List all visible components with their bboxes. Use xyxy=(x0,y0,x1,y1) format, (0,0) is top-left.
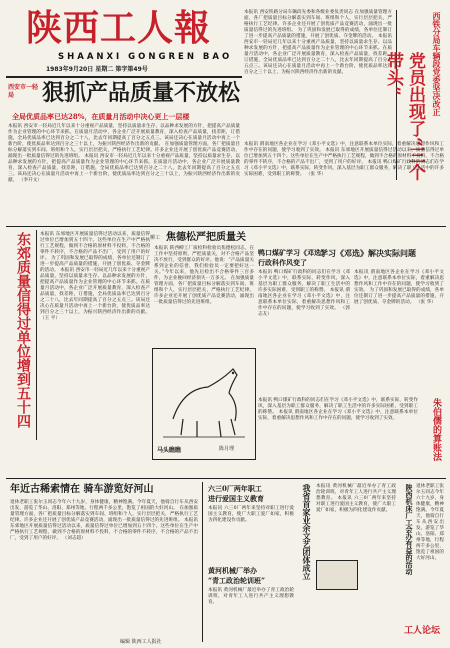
bottom-left-body-text-3: 本报讯 东郊地区开展质量信得过活动以来，质量信得过单位已增加到五十四个。这些单位在生产中严格执行工艺规程，做到不合格的原材料不投料，不合格的零件不转序，不合格的产品不出厂，受到了用户的好评。 xyxy=(10,518,198,541)
lower-right-story-text: 本报讯 鸭口煤矿行政科的同志们在学习《邓小平文选》中，联系实际，转变作风，深入基层为职工群众服务，解决了职工生活中的许多实际困难，受到职工的称赞。 xyxy=(258,398,418,415)
right-upper-story xyxy=(244,142,444,246)
sidebar-body-text: 本报讯 陕西柳工厂质检科检验员焦德松同志，在工作中坚持原则，严把质量关，对不合格产品坚决不放行，受到群众的好评。他说：“产品质量关系到企业的信誉，我们检验员一定要把好这一关。”今年以来，他先后检出不合格零件三百多件，为企业挽回经济损失一万多元。 xyxy=(154,246,254,281)
horse-illustration xyxy=(153,349,255,445)
bottom-vertical-headline: 我省首家业余文艺团体成立 xyxy=(302,484,312,580)
right-column-byline: （张 华） xyxy=(415,300,436,305)
column-story-text-3: 本报讯 西安市一轻局近几年以来十分重视产品质量，坚持以质量求生存、以品种求发展的方针，把提高产品质量作为企业管理的中心环节来抓。在质量月活动中，各企业广泛开展质量教育，深入检查产品质量，找差距，订措施，全局优质品率已达到百分之二十八，比去年同期提高了百分之五点三。该局还决心在质量月活动中再上一个新台阶，使优质品率达到百分之三十以上，为振兴陕西经济作出新的贡献。 xyxy=(40,268,151,315)
column-story-text-2: 为了巩固和发展已取得的成绩，各单位还制订了进一步提高产品质量的措施，开展了创优质、夺金牌的活动。 xyxy=(40,256,150,273)
middle-byline: （郭志友） xyxy=(258,306,350,317)
middle-body xyxy=(258,270,350,394)
lower-right-story-text-2: 本报讯 渭南地区各企业在学习《邓小平文选》中，注意联系本单位实际，着重解决思想作风和工作中存在的问题，使学习收到了实效。 xyxy=(258,410,418,421)
masthead-title: 陕西工人報 xyxy=(26,7,212,49)
bottom-photo-frame xyxy=(316,560,358,590)
bottom-mid-headline-1: 六三0厂两年职工 xyxy=(208,484,262,493)
right-vertical-small-headline: 朱伯儒的算账法 xyxy=(431,398,441,461)
lead-body-text-3: 本报讯 西安市一轻局近几年以来十分重视产品质量，坚持以质量求生存、以品种求发展的方针，把提高产品质量作为企业管理的中心环节来抓。在质量月活动中，各企业广泛开展质量教育，深入检查产品质量，找差距，订措施，全局优质品率已达到百分之二十八，比去年同期提高了百分之五点三。该局还决心在质量月活动中再上一个新台阶，使优质品率达到百分之三十以上，为振兴陕西经济作出新的贡献。 xyxy=(8,154,240,183)
right-upper-story-text-3: 本报讯 鸭口煤矿行政科的同志们在学习《邓小平文选》中，联系实际，转变作风，深入基层为职工群众服务，解决了职工生活中的许多实际困难，受到职工的称赞。 xyxy=(244,160,444,177)
bottom-right-narrow-text: 退休老职工张尔玉同志今年六十九岁，身体健康，精神饱满。今年夏天，他骑自行车从西安出发，游览了华山、洛阳、郑州等地，行程两千多公里，饱览了祖国的大好河山。 xyxy=(416,484,444,561)
bottom-right-body-text: 本报讯 黄河机械厂最近举办了青工政治轮训班，对青年工人进行共产主义理想教育。 xyxy=(316,484,396,501)
right-column-headline: 学习《邓选》解决实际问题 xyxy=(320,248,416,258)
bottom-mid-headline-2: 进行爱国主义教育 xyxy=(208,494,264,503)
bottom-divider-1 xyxy=(202,482,203,642)
left-vertical-divider xyxy=(36,230,37,440)
section-rule-2 xyxy=(6,478,446,479)
sidebar-kicker: 柳工 xyxy=(150,235,161,241)
top-side-story-text: 本报讯 西安铁路分局车辆段先委和各级业委负责同志 xyxy=(244,10,354,15)
top-side-story-text-3: 为了巩固和发展已取得的成绩，各单位还制订了进一步提高产品质量的措施，开展了创优质、夺金牌的活动。 xyxy=(244,28,392,39)
bottom-left-byline: （刘志超） xyxy=(62,536,86,541)
masthead-pinyin: SHAANXI GONGREN BAO xyxy=(58,52,233,62)
illustration-caption: 马头瞧瞧 xyxy=(157,447,182,454)
lead-body-text: 本报讯 西安市一轻局近几年以来十分重视产品质量，坚持以质量求生存、以品种求发展的方针，把提高产品质量作为企业管理的中心环节来抓。在质量月活动中，各企业广泛开展质量教育，深入检查产品质量，找差距，订措施，全局优质品率已达到百分之二十八，比去年同期提高了百分之五点三。该局还决心在质量月活动中再上一个新台阶，使优质品率达到百分之三十以上，为振兴陕西经济作出新的贡献。 xyxy=(8,124,240,147)
bottom-left-headline: 年近古稀索情在 骑车游览好河山 xyxy=(10,484,154,495)
bottom-right-narrow-body xyxy=(416,484,444,604)
masthead-rule xyxy=(6,76,242,78)
top-right-headline: 党员出现了“三个带头” xyxy=(383,52,425,181)
illustration-credit: 陈月理 xyxy=(219,446,235,452)
right-column-body xyxy=(354,270,444,394)
middle-headline: 行政科作风变了 xyxy=(258,258,307,267)
bottom-left-body xyxy=(10,500,198,638)
column-story-byline: （王 平） xyxy=(40,316,61,321)
sidebar-body xyxy=(154,246,254,346)
bottom-mid-headline-3: 黄河机械厂举办 xyxy=(208,566,257,575)
column-story-text: 本报讯 东郊地区开展质量信得过活动以来，质量信得过单位已增加到五十四个。这些单位在生产中严格执行工艺规程，做到不合格的原材料不投料，不合格的零件不转序，不合格的产品不出厂，受到了用户的好评。 xyxy=(40,232,150,261)
lead-body xyxy=(8,124,240,222)
top-side-story xyxy=(244,10,392,138)
lower-right-story xyxy=(258,398,418,474)
section-rule-1 xyxy=(6,226,446,227)
middle-kicker: 鸭口煤矿学习《邓选》 xyxy=(258,248,328,257)
bottom-mid-body-text: 本报讯 六三0厂两年来坚持对职工进行爱国主义教育，使广大职工爱厂如家，积极为四化建设作贡献。 xyxy=(208,506,294,523)
lead-body-text-2: 在加强质量管理方面，各厂把质量目标分解落实到车间、班组和个人，实行层层把关，严格执行工艺纪律。许多企业还开展了创优质产品竞赛活动，涌现出一批质量信得过的先进班组。 xyxy=(8,142,240,159)
right-column-body-text-2: 为了巩固和发展已取得的成绩，各单位还制订了进一步提高产品质量的措施，开展了创优质、夺金牌的活动。 xyxy=(354,288,444,305)
lead-headline: 狠抓产品质量不放松 xyxy=(42,80,241,106)
bottom-mid-body xyxy=(208,506,294,562)
top-side-story-text-4: 本报讯 西安市一轻局近几年以来十分重视产品质量，坚持以质量求生存、以品种求发展的方针，把提高产品质量作为企业管理的中心环节来抓。在质量月活动中，各企业广泛开展质量教育，深入检查产品质量，找差距，订措施，全局优质品率已达到百分之二十八，比去年同期提高了百分之五点三。该局还决心在质量月活动中再上一个新台阶，使优质品率达到百分之三十以上，为振兴陕西经济作出新的贡献。 xyxy=(244,34,393,75)
bottom-left-body-text: 退休老职工张尔玉同志今年六十九岁，身体健康，精神饱满。今年夏天，他骑自行车从西安出发，游览了华山、洛阳、郑州等地，行程两千多公里，饱览了祖国的大好河山。 xyxy=(10,500,198,511)
bottom-left-body-text-2: 在加强质量管理方面，各厂把质量目标分解落实到车间、班组和个人，实行层层把关，严格执行工艺纪律。许多企业还开展了创优质产品竞赛活动，涌现出一批质量信得过的先进班组。 xyxy=(10,506,198,523)
top-side-story-text-2: 在加强质量管理方面，各厂把质量目标分解落实到车间、班组和个人，实行层层把关，严格执行工艺纪律。许多企业还开展了创优质产品竞赛活动，涌现出一批质量信得过的先进班组。 xyxy=(244,10,392,33)
sidebar-body-text-2: 在加强质量管理方面，各厂把质量目标分解落实到车间、班组和个人，实行层层把关，严格执行工艺纪律。许多企业还开展了创优质产品竞赛活动，涌现出一批质量信得过的先进班组。 xyxy=(154,276,254,305)
sidebar-headline: 焦德松严把质量关 xyxy=(166,232,246,243)
bottom-right-body-text-2: 本报讯 六三0厂两年来坚持对职工进行爱国主义教育，使广大职工爱厂如家，积极为四化建设作贡献。 xyxy=(316,496,396,513)
right-column-body-text: 本报讯 渭南地区各企业在学习《邓小平文选》中，注意联系本单位实际，着重解决思想作风和工作中存在的问题，使学习收到了实效。 xyxy=(354,270,444,293)
bottom-mid-headline-4: “青工政治轮训班” xyxy=(208,576,266,585)
right-upper-byline: （张 华） xyxy=(305,172,326,177)
illustration-frame xyxy=(152,348,256,460)
lead-subhead: 全局优质品率已达28%，在质量月活动中决心更上一层楼 xyxy=(12,112,190,121)
right-upper-story-text: 本报讯 渭南地区各企业在学习《邓小平文选》中，注意联系本单位实际，着重解决思想作风和工作中存在的问题，使学习收到了实效。 xyxy=(244,142,444,153)
left-vertical-headline: 东郊质量信得过单位增到五十四 xyxy=(15,232,31,428)
bottom-right-body xyxy=(316,484,396,556)
middle-body-text: 本报讯 鸭口煤矿行政科的同志们在学习《邓小平文选》中，联系实际，转变作风，深入基层为职工群众服务，解决了职工生活中的许多实际困难，受到职工的称赞。 xyxy=(258,270,350,293)
bottom-mid-body-2 xyxy=(208,588,294,638)
bottom-right-vertical-headline: 陕西机床厂工会办有益的活动 xyxy=(405,484,414,575)
middle-body-text-2: 本报讯 渭南地区各企业在学习《邓小平文选》中，注意联系本单位实际，着重解决思想作风和工作中存在的问题，使学习收到了实效。 xyxy=(258,288,350,311)
footer-note: 编辑 陕西工人报社 xyxy=(120,639,162,645)
column-story xyxy=(40,232,150,438)
right-upper-story-text-2: 本报讯 东郊地区开展质量信得过活动以来，质量信得过单位已增加到五十四个。这些单位在生产中严格执行工艺规程，做到不合格的原材料不投料，不合格的零件不转序，不合格的产品不出厂，受到了用户的好评。 xyxy=(244,148,445,165)
workers-forum-title: 工人论坛 xyxy=(404,626,441,636)
top-right-kicker: 西铁分局车辆段党委坚决改正 xyxy=(432,12,442,116)
lead-kicker: 西安市一轻局 xyxy=(8,84,39,99)
lead-byline: （李开文） xyxy=(18,178,43,183)
bottom-mid-body-2-text: 本报讯 黄河机械厂最近举办了青工政治轮训班，对青年工人进行共产主义理想教育。 xyxy=(208,588,294,605)
masthead-date: 1983年9月20日 星期二 第字第49号 xyxy=(46,66,148,73)
